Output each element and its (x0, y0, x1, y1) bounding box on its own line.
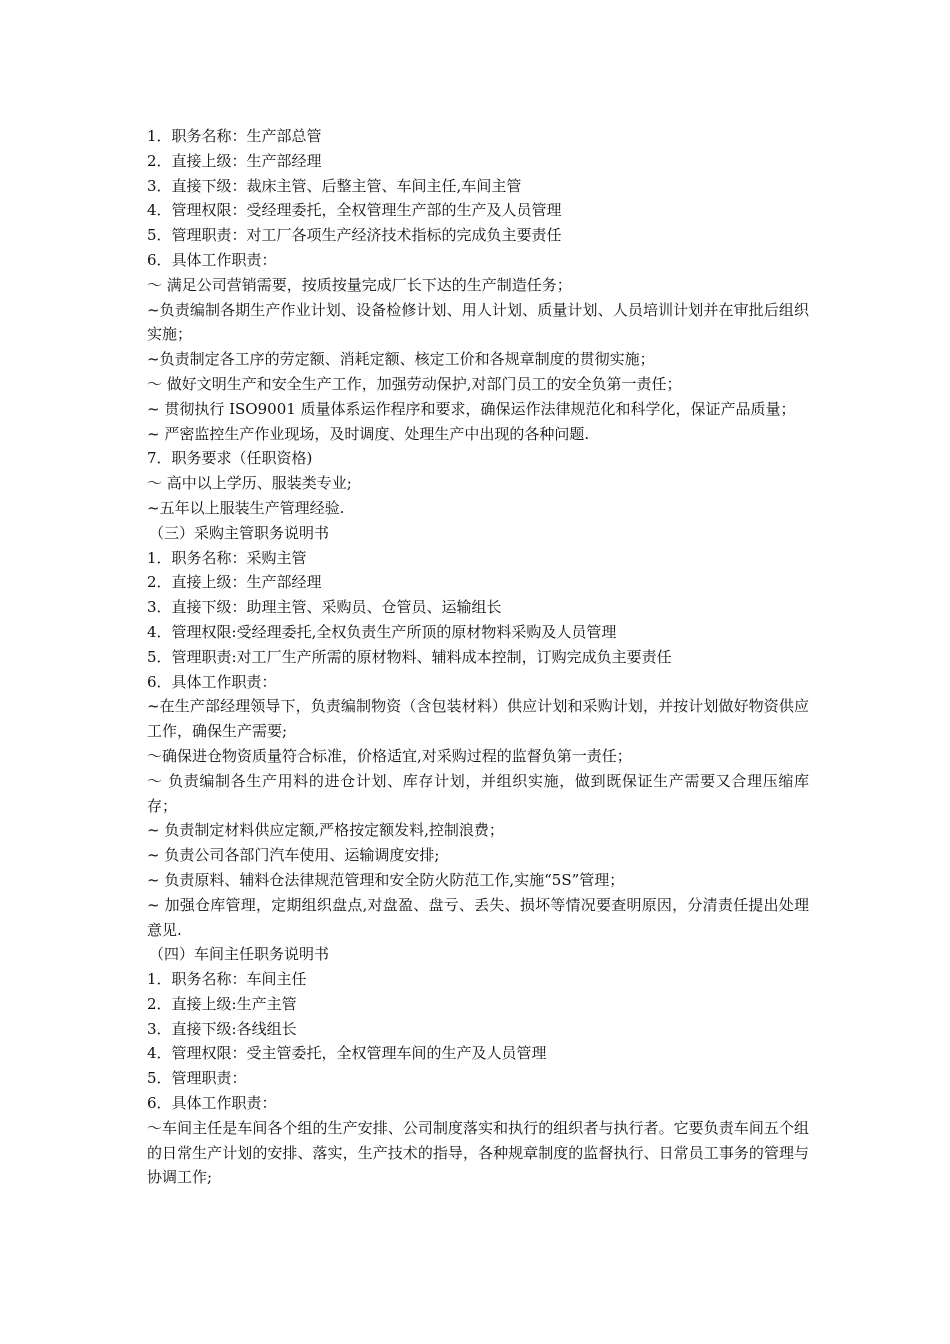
text-line: 2．直接上级：生产部经理 (147, 573, 322, 592)
text-line: ~ 负责原料、辅料仓法律规范管理和安全防火防范工作,实施“5S”管理； (147, 870, 625, 889)
text-line: 5．管理职责:对工厂生产所需的原材物料、辅料成本控制，订购完成负主要责任 (147, 647, 672, 666)
text-line: ~负责制定各工序的劳定额、消耗定额、核定工价和各规章制度的贯彻实施； (147, 350, 655, 369)
text-line: 7．职务要求（任职资格) (147, 449, 313, 468)
text-line: ～车间主任是车间各个组的生产安排、公司制度落实和执行的组织者与执行者。它要负责车间五个组的日常生产计划的安排、落实，生产技术的指导，各种规章制度的监督执行、日常员工事务的管理与协调工作; (147, 1118, 809, 1187)
text-line: 1．职务名称：生产部总管 (147, 127, 322, 145)
text-line: ～ 满足公司营销需要，按质按量完成厂长下达的生产制造任务； (147, 275, 572, 294)
text-line: 3．直接下级:各线组长 (147, 1019, 297, 1038)
text-line: 6．具体工作职责： (147, 250, 277, 269)
text-line: ～ 高中以上学历、服装类专业; (147, 474, 352, 493)
text-line: 4．管理权限：受经理委托，全权管理生产部的生产及人员管理 (147, 201, 562, 220)
text-line: ~ 加强仓库管理，定期组织盘点,对盘盈、盘亏、丢失、损坏等情况要查明原因，分清责任提出处理意见. (147, 895, 809, 939)
text-line: 1．职务名称：车间主任 (147, 970, 307, 989)
text-line: 5．管理职责：对工厂各项生产经济技术指标的完成负主要责任 (147, 226, 562, 245)
text-line: 3．直接下级：助理主管、采购员、仓管员、运输组长 (147, 598, 502, 617)
text-line: ~五年以上服装生产管理经验. (147, 498, 345, 517)
text-line: 2．直接上级:生产主管 (147, 994, 297, 1013)
text-line: ～ 负责编制各生产用料的进仓计划、库存计划，并组织实施，做到既保证生产需要又合理压缩库存； (147, 771, 809, 815)
text-line: 6．具体工作职责： (147, 1094, 277, 1113)
text-line: ～ 做好文明生产和安全生产工作，加强劳动保护,对部门员工的安全负第一责任； (147, 374, 682, 393)
text-line: 1．职务名称：采购主管 (147, 548, 307, 567)
text-line: ~ 负责制定材料供应定额,严格按定额发料,控制浪费； (147, 821, 504, 840)
text-line: 5．管理职责： (147, 1069, 247, 1088)
text-line: ~ 严密监控生产作业现场，及时调度、处理生产中出现的各种问题. (147, 424, 590, 443)
section-heading: （三）采购主管职务说明书 (149, 523, 330, 542)
text-line: ~ 负责公司各部门汽车使用、运输调度安排; (147, 846, 440, 865)
document-body (147, 124, 809, 1190)
text-line: ~在生产部经理领导下，负责编制物资（含包装材料）供应计划和采购计划，并按计划做好物资供应工作，确保生产需要; (147, 697, 809, 741)
text-line: 2．直接上级：生产部经理 (147, 151, 322, 170)
text-line: 6．具体工作职责： (147, 672, 277, 691)
text-line: ~负责编制各期生产作业计划、设备检修计划、用人计划、质量计划、人员培训计划并在审批后组织实施； (147, 300, 809, 344)
text-line: 3．直接下级：裁床主管、后整主管、车间主任,车间主管 (147, 176, 522, 195)
text-line: 4．管理权限:受经理委托,全权负责生产所顶的原材物料采购及人员管理 (147, 622, 617, 641)
text-line: ~ 贯彻执行 ISO9001 质量体系运作程序和要求，确保运作法律规范化和科学化，保证产品质量； (147, 399, 796, 418)
text-line: ～确保进仓物资质量符合标准，价格适宜,对采购过程的监督负第一责任； (147, 746, 632, 765)
section-heading: （四）车间主任职务说明书 (149, 945, 330, 964)
text-line: 4．管理权限：受主管委托，全权管理车间的生产及人员管理 (147, 1044, 547, 1063)
